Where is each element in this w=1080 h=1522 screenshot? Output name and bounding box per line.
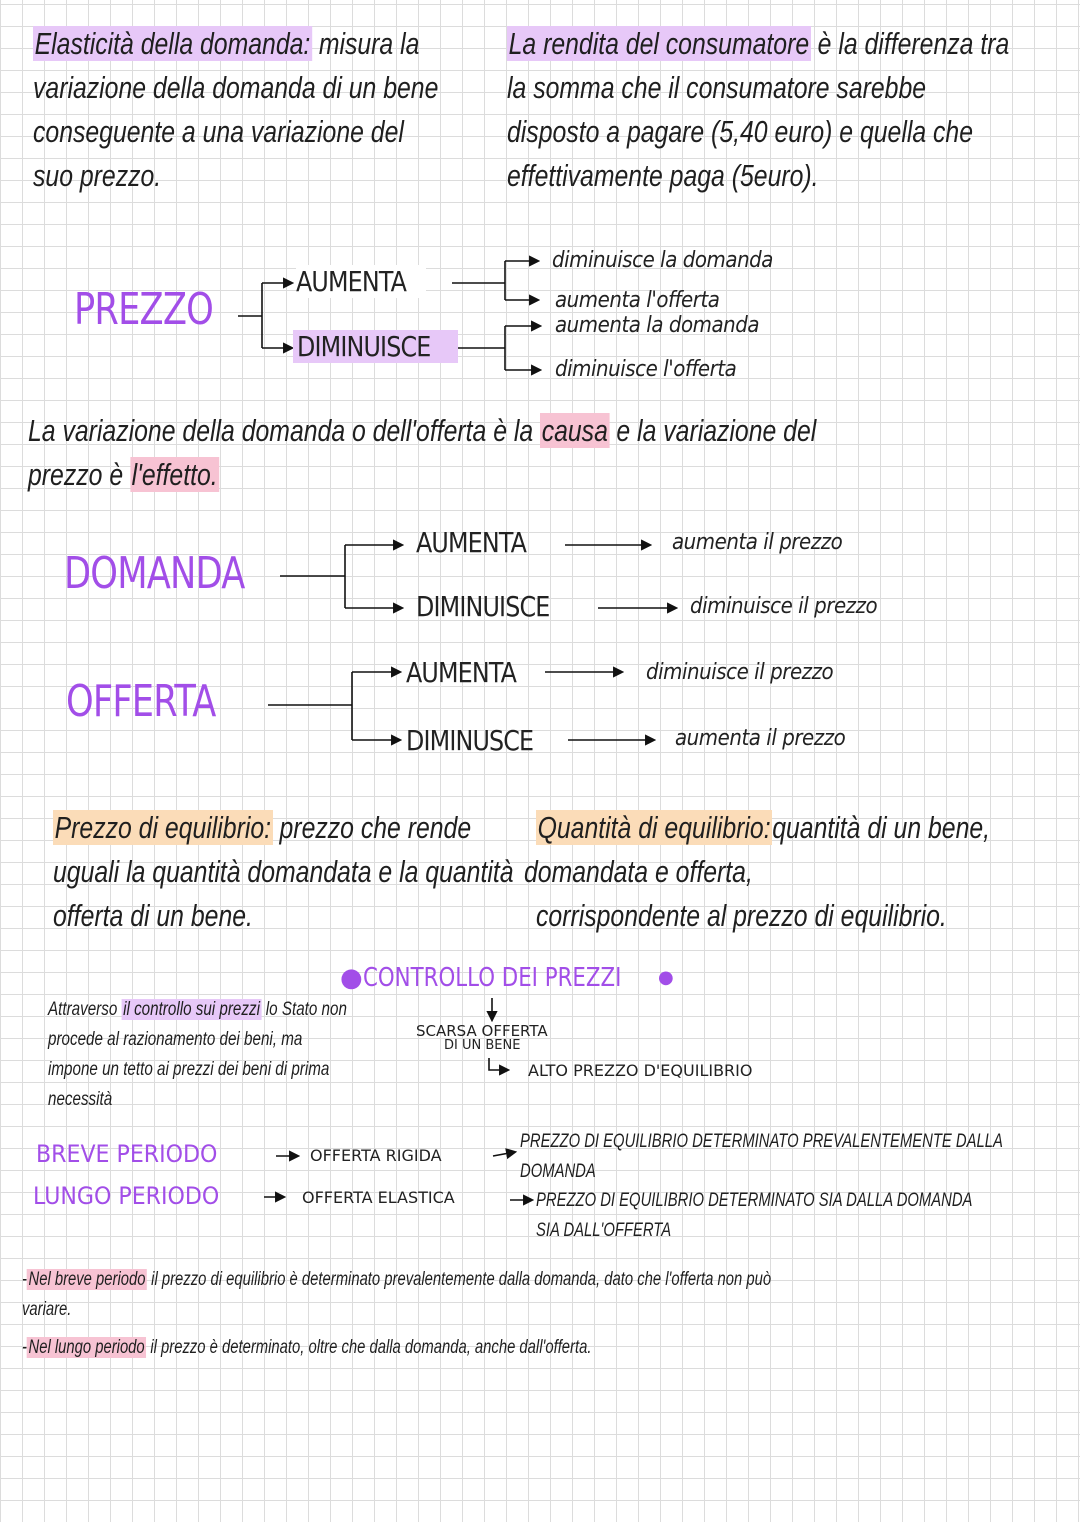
note-breve xyxy=(22,1265,982,1325)
prezzo-equilibrio-def: prezzo che rende xyxy=(272,810,472,845)
quantita-equilibrio-def: quantità di un bene, xyxy=(772,810,991,845)
domanda-aumenta: AUMENTA xyxy=(416,526,527,559)
note-lungo xyxy=(22,1333,752,1363)
rendita-line-1: è la differenza tra xyxy=(810,26,1010,61)
controllo-line-4: necessità xyxy=(48,1089,113,1110)
elasticita-line-2: variazione della domanda di un bene xyxy=(33,70,439,105)
bullet-dot-left: ● xyxy=(340,963,363,993)
offerta-diminusce: DIMINUSCE xyxy=(406,724,534,757)
breve-result-line-1: PREZZO DI EQUILIBRIO DETERMINATO PREVALENTEMENTE DALLA xyxy=(520,1131,1003,1152)
rendita-line-3: disposto a pagare (5,40 euro) e quella che xyxy=(507,114,974,149)
rendita-line-2: la somma che il consumatore sarebbe xyxy=(507,70,927,105)
domanda-effect-down: diminuisce il prezzo xyxy=(690,594,878,619)
note-breve-highlight: Nel breve periodo xyxy=(28,1269,146,1290)
offerta-elastica: OFFERTA ELASTICA xyxy=(302,1188,455,1207)
lungo-result-line-1: PREZZO DI EQUILIBRIO DETERMINATO SIA DALLA DOMANDA xyxy=(536,1190,973,1211)
quantita-equilibrio-line-3: corrispondente al prezzo di equilibrio. xyxy=(536,898,947,933)
prezzo-equilibrio-line-2: uguali la quantità domandata e la quantità xyxy=(53,854,514,889)
rendita-line-4: effettivamente paga (5euro). xyxy=(507,158,819,193)
rendita-paragraph xyxy=(507,22,1080,198)
breve-result xyxy=(520,1127,1080,1187)
prezzo-aumenta: AUMENTA xyxy=(296,265,426,298)
domanda-effect-up: aumenta il prezzo xyxy=(672,530,843,555)
elasticita-term: Elasticità della domanda: xyxy=(34,26,311,61)
di-un-bene: DI UN BENE xyxy=(444,1038,521,1053)
elasticita-line-4: suo prezzo. xyxy=(33,158,162,193)
quantita-equilibrio-line-2: domandata e offerta, xyxy=(524,854,753,889)
controllo-paragraph xyxy=(48,995,422,1115)
alto-prezzo: ALTO PREZZO D'EQUILIBRIO xyxy=(528,1061,753,1080)
elasticita-paragraph xyxy=(33,22,540,198)
note-lungo-highlight: Nel lungo periodo xyxy=(28,1337,145,1358)
bullet-dot-right: ● xyxy=(658,967,674,988)
note-breve-dash: - xyxy=(22,1269,27,1290)
prezzo-diminuisce: DIMINUISCE xyxy=(293,330,458,363)
prezzo-root: PREZZO xyxy=(74,284,214,335)
causa-effetto-text-3: prezzo è xyxy=(28,457,131,492)
offerta-effect-down: aumenta il prezzo xyxy=(675,726,846,751)
controllo-line-2: procede al razionamento dei beni, ma xyxy=(48,1029,303,1050)
prezzo-effect-3: aumenta la domanda xyxy=(555,313,760,338)
lungo-result-line-2: SIA DALL'OFFERTA xyxy=(536,1220,672,1241)
lungo-result xyxy=(536,1186,1080,1246)
breve-result-line-2: DOMANDA xyxy=(520,1161,596,1182)
offerta-rigida: OFFERTA RIGIDA xyxy=(310,1146,442,1165)
quantita-equilibrio-term: Quantità di equilibrio: xyxy=(537,810,771,845)
controllo-text-prefix: Attraverso xyxy=(48,999,122,1020)
elasticita-line-1: misura la xyxy=(311,26,420,61)
breve-periodo: BREVE PERIODO xyxy=(36,1140,218,1168)
controllo-highlight: il controllo sui prezzi xyxy=(123,999,260,1020)
prezzo-effect-2: aumenta l'offerta xyxy=(555,288,720,313)
prezzo-equilibrio-line-3: offerta di un bene. xyxy=(53,898,253,933)
offerta-aumenta: AUMENTA xyxy=(406,656,517,689)
offerta-effect-up: diminuisce il prezzo xyxy=(646,660,834,685)
note-breve-line-2: variare. xyxy=(22,1299,72,1320)
prezzo-effect-4: diminuisce l'offerta xyxy=(555,357,737,382)
offerta-root: OFFERTA xyxy=(66,676,216,727)
domanda-root: DOMANDA xyxy=(64,548,245,599)
quantita-equilibrio-paragraph xyxy=(536,806,1080,850)
controllo-line-3: impone un tetto ai prezzi dei beni di prima xyxy=(48,1059,330,1080)
causa-effetto-text-2: e la variazione del xyxy=(609,413,817,448)
lungo-periodo: LUNGO PERIODO xyxy=(33,1182,220,1210)
scarsa-offerta: SCARSA OFFERTA xyxy=(416,1022,548,1040)
controllo-text-rest: lo Stato non xyxy=(261,999,347,1020)
prezzo-effect-1: diminuisce la domanda xyxy=(552,248,773,273)
prezzo-equilibrio-term: Prezzo di equilibrio: xyxy=(54,810,272,845)
causa-effetto-text-1: La variazione della domanda o dell'offerta è la xyxy=(28,413,541,448)
note-lungo-dash: - xyxy=(22,1337,27,1358)
elasticita-line-3: conseguente a una variazione del xyxy=(33,114,404,149)
domanda-diminuisce: DIMINUISCE xyxy=(416,590,550,623)
causa-highlight: causa xyxy=(541,413,608,448)
note-breve-text: il prezzo di equilibrio è determinato prevalentemente dalla domanda, dato che l'offerta non può xyxy=(147,1269,772,1290)
rendita-term: La rendita del consumatore xyxy=(508,26,810,61)
note-lungo-text: il prezzo è determinato, oltre che dalla domanda, anche dall'offerta. xyxy=(146,1337,592,1358)
controllo-title: ●CONTROLLO DEI PREZZI xyxy=(340,963,622,993)
effetto-highlight: l'effetto. xyxy=(131,457,218,492)
causa-effetto-paragraph xyxy=(28,409,1013,497)
